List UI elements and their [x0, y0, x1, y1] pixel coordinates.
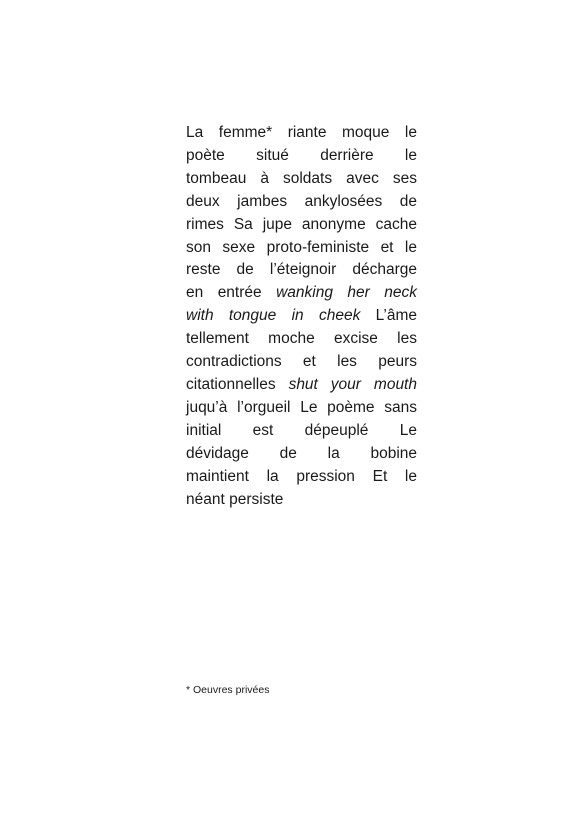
- poem-line: [186, 214, 417, 237]
- poem-line: [186, 397, 417, 420]
- poem-line-segment: tellement moche excise les: [186, 330, 417, 348]
- poem-line-segment: contradictions et les peurs: [186, 353, 417, 371]
- poem-line-segment: La femme* riante moque le: [186, 124, 417, 141]
- poem-line-italic-segment: with tongue in cheek: [186, 307, 361, 325]
- poem-line: [186, 489, 417, 512]
- poem-line-segment: son sexe proto-feministe et le: [186, 238, 417, 256]
- poem-line-segment: maintient la pression Et le: [186, 467, 417, 485]
- poem-line-segment: poète situé derrière le: [186, 146, 417, 164]
- poem-line-segment: tombeau à soldats avec ses: [186, 169, 417, 187]
- poem-line: [186, 191, 417, 214]
- poem-line: [186, 328, 417, 351]
- poem-line: [186, 374, 417, 397]
- poem-line: [186, 282, 417, 305]
- poem-line-segment: dévidage de la bobine: [186, 444, 417, 462]
- poem-line-segment: initial est dépeuplé Le: [186, 421, 417, 439]
- poem-line: [186, 237, 417, 260]
- poem-line: [186, 145, 417, 168]
- poem-line-segment: rimes Sa jupe anonyme cache: [186, 215, 417, 233]
- poem-line: [186, 259, 417, 282]
- poem-line: [186, 122, 417, 145]
- poem-line-segment: L’âme: [360, 307, 417, 325]
- poem-line-italic-segment: shut your mouth: [288, 375, 417, 393]
- poem-line-segment: juqu’à l’orgueil Le poème sans: [186, 398, 417, 416]
- poem-line-segment: en entrée: [186, 284, 277, 302]
- poem-line-italic-segment: wanking her neck: [276, 284, 417, 302]
- poem-line: [186, 443, 417, 466]
- footnote: * Oeuvres privées: [186, 684, 270, 696]
- poem-line: [186, 420, 417, 443]
- poem-line: [186, 466, 417, 489]
- poem-line-segment: deux jambes ankylosées de: [186, 192, 417, 210]
- poem-line: [186, 168, 417, 191]
- poem-line-segment: néant persiste: [186, 490, 284, 508]
- poem-line: [186, 351, 417, 374]
- poem-text: [186, 122, 417, 511]
- poem-line-segment: reste de l’éteignoir décharge: [186, 261, 417, 279]
- poem-line-segment: citationnelles: [186, 375, 289, 393]
- poem-line: [186, 305, 417, 328]
